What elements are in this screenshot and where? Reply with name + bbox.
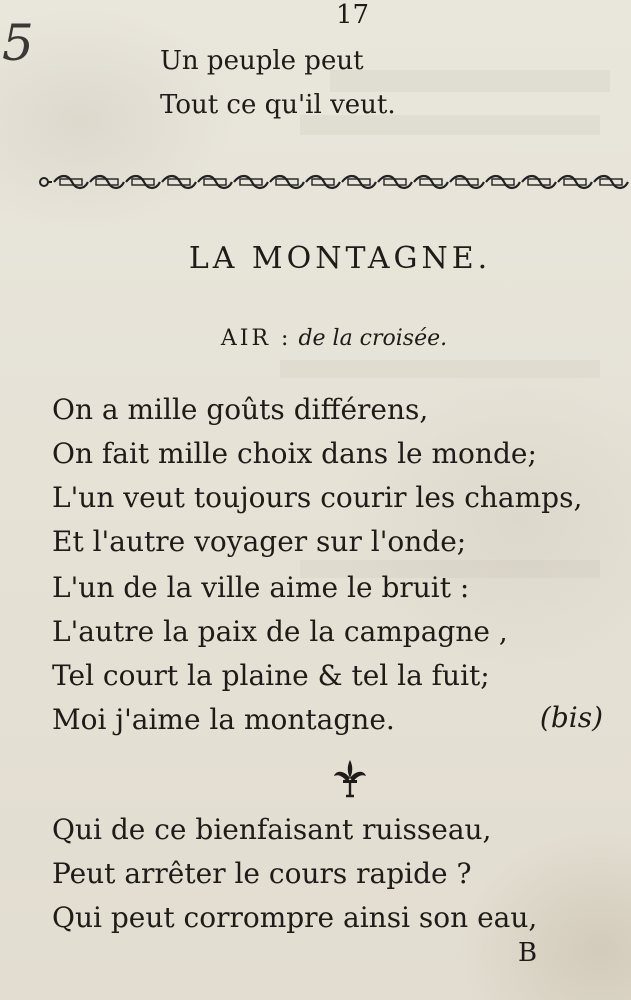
verse-line: Qui de ce bienfaisant ruisseau, [52,813,492,846]
verse-line: Peut arrêter le cours rapide ? [52,857,472,890]
refrain-line: Un peuple peut [160,46,364,76]
tune-indication [0,328,631,350]
repeat-marker: (bis) [539,701,603,734]
verse-line: L'autre la paix de la campagne , [52,615,508,648]
verse-line: Moi j'aime la montagne. [52,703,395,736]
song-title: LA MONTAGNE. [188,241,492,276]
verse-line: On a mille goûts différens, [52,393,429,426]
verse-line: Qui peut corrompre ainsi son eau, [52,901,538,934]
fleuron-ornament-icon [330,756,370,800]
verse-line: L'un de la ville aime le bruit : [52,571,470,604]
ornamental-rule [38,170,631,194]
verse-line: L'un veut toujours courir les champs, [52,481,583,514]
refrain-line: Tout ce qu'il veut. [160,90,396,120]
handwritten-page-mark: 5 [2,14,34,72]
signature-mark: B [518,938,538,968]
air-label: AIR : [220,326,292,351]
air-tune-name: de la croisée. [298,326,448,351]
verse-line: Tel court la plaine & tel la fuit; [52,659,490,692]
page-number: 17 [335,0,370,30]
verse-line: Et l'autre voyager sur l'onde; [52,525,467,558]
verse-line: On fait mille choix dans le monde; [52,437,537,470]
